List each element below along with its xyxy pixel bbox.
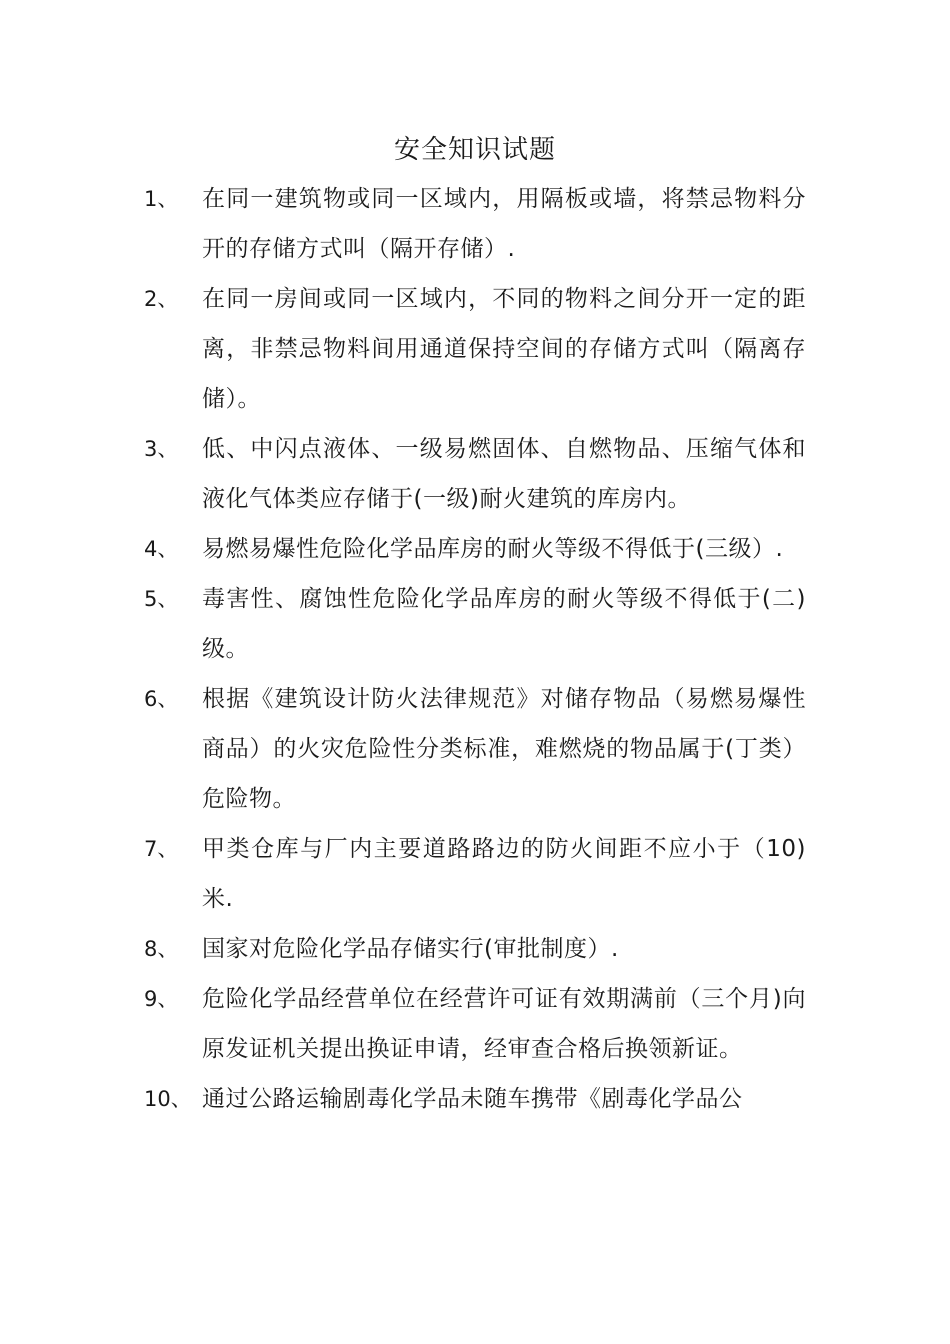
question-text: 根据《建筑设计防火法律规范》对储存物品（易燃易爆性商品）的火灾危险性分类标准，难燃烧的物品属于(丁类）危险物。 xyxy=(202,686,806,812)
question-item xyxy=(0,274,806,424)
question-list xyxy=(0,174,950,1124)
question-number: 3、 xyxy=(144,437,179,461)
question-text: 易燃易爆性危险化学品库房的耐火等级不得低于(三级）. xyxy=(202,536,784,562)
question-text: 在同一房间或同一区域内，不同的物料之间分开一定的距离，非禁忌物料间用通道保持空间的存储方式叫（隔离存储）。 xyxy=(202,286,806,412)
question-number: 7、 xyxy=(144,837,179,861)
question-text: 危险化学品经营单位在经营许可证有效期满前（三个月)向原发证机关提出换证申请，经审查合格后换领新证。 xyxy=(202,986,806,1062)
question-text: 毒害性、腐蚀性危险化学品库房的耐火等级不得低于(二)级。 xyxy=(202,586,806,662)
question-number: 10、 xyxy=(144,1087,192,1111)
question-number: 1、 xyxy=(144,187,179,211)
question-item xyxy=(0,174,806,274)
document-title: 安全知识试题 xyxy=(393,135,556,165)
question-item xyxy=(0,674,806,824)
question-item xyxy=(0,1074,806,1124)
question-item xyxy=(0,824,806,924)
question-item xyxy=(0,924,806,974)
question-text: 在同一建筑物或同一区域内，用隔板或墙，将禁忌物料分开的存储方式叫（隔开存储）. xyxy=(202,186,806,262)
question-number: 6、 xyxy=(144,687,179,711)
question-number: 4、 xyxy=(144,537,179,561)
question-text: 甲类仓库与厂内主要道路路边的防火间距不应小于（10)米. xyxy=(202,836,806,912)
question-text: 国家对危险化学品存储实行(审批制度）. xyxy=(202,936,619,962)
question-item xyxy=(0,974,806,1074)
question-item xyxy=(0,574,806,674)
question-number: 8、 xyxy=(144,937,179,961)
question-number: 9、 xyxy=(144,987,179,1011)
question-item xyxy=(0,524,806,574)
question-text: 通过公路运输剧毒化学品未随车携带《剧毒化学品公 xyxy=(202,1086,743,1112)
question-item xyxy=(0,424,806,524)
question-number: 5、 xyxy=(144,587,179,611)
question-text: 低、中闪点液体、一级易燃固体、自燃物品、压缩气体和液化气体类应存储于(一级)耐火建筑的库房内。 xyxy=(202,436,806,512)
question-number: 2、 xyxy=(144,287,179,311)
